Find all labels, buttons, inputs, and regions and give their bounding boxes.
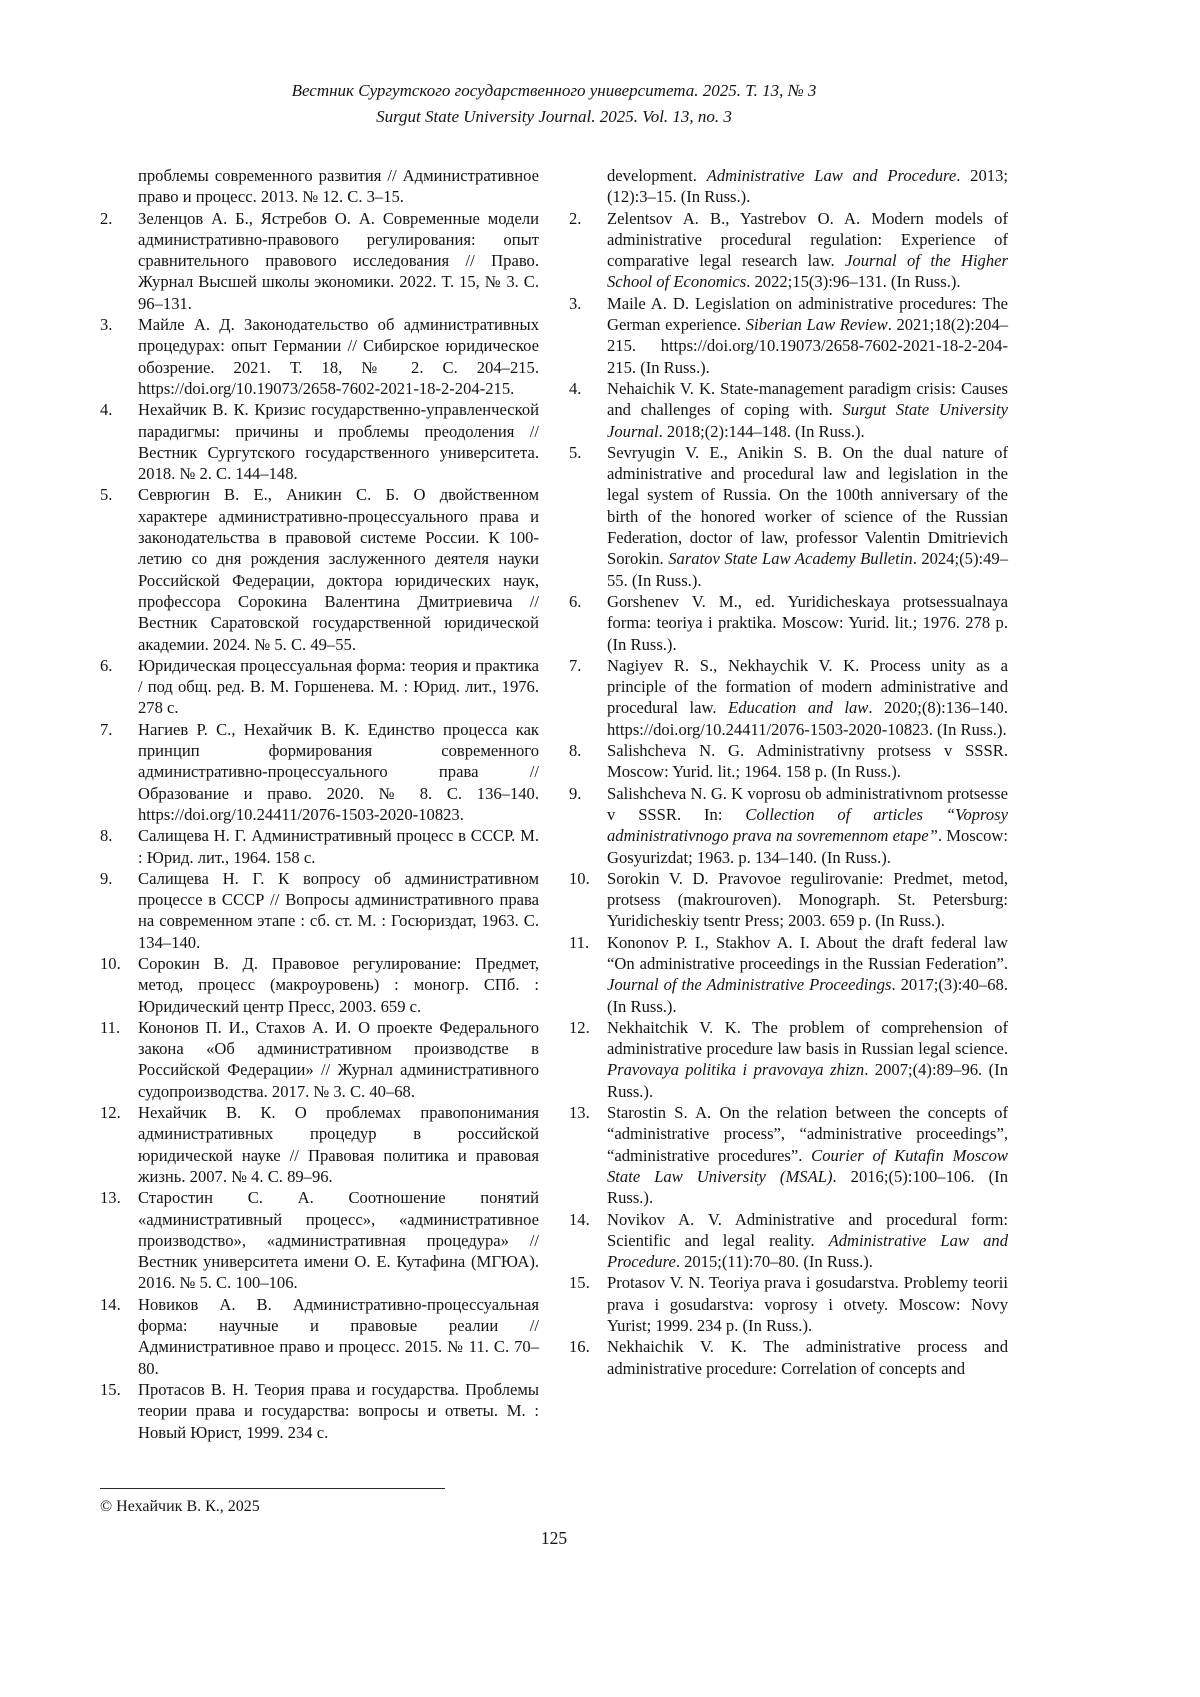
reference-text (607, 1018, 1008, 1101)
reference-text-segment: Юридическая процессуальная форма: теория и практика / под общ. ред. В. М. Горшенева. М. : Юрид. лит., 1976. 278 с. (138, 655, 539, 718)
reference-number: 4. (100, 400, 113, 420)
reference-number: 2. (100, 208, 113, 228)
reference-text (138, 1295, 539, 1378)
reference-text (138, 656, 539, 718)
doi-link[interactable]: https://doi.org/10.19073/2658-7602-2021-18-2-204-215 (607, 336, 1008, 377)
reference-item (100, 1017, 539, 1102)
reference-item (100, 165, 539, 208)
reference-item (100, 825, 539, 868)
reference-item (569, 293, 1008, 378)
reference-number: 13. (100, 1188, 121, 1208)
reference-text (607, 1337, 1008, 1377)
reference-item (569, 740, 1008, 783)
reference-text-segment: Новиков А. В. Административно-процессуальная форма: научные и правовые реалии // Административное право и процесс. 2015. № 11. С. 70–80. (138, 1294, 539, 1378)
reference-number: 11. (569, 932, 590, 952)
reference-text-segment: Старостин С. А. Соотношение понятий «административный процесс», «административное производство», «административная процедура» // Вестник университета имени О. Е. Кутафина (МГЮА). 2016. № 5. С. 100–106. (138, 1188, 539, 1293)
reference-text-segment: Nekhaichik V. K. The administrative process and administrative procedure: Correlation of concepts and (607, 1337, 1008, 1378)
reference-number: 7. (569, 655, 582, 675)
journal-title: Surgut State University Journal (607, 400, 1008, 441)
reference-text-segment: Protasov V. N. Teoriya prava i gosudarstva. Problemy teorii prava i gosudarstva: voprosy i otvety. Moscow: Novy Yurist; 1999. 234 p. (In Russ.). (607, 1273, 1008, 1336)
running-head-russian: Вестник Сургутского государственного университета. 2025. Т. 13, № 3 (291, 81, 817, 100)
reference-text-segment: Gorshenev V. M., ed. Yuridicheskaya protsessualnaya forma: teoriya i praktika. Moscow: Yurid. lit.; 1976. 278 p. (In Russ.). (607, 591, 1008, 654)
footnote-rule (100, 1488, 445, 1489)
journal-title: Siberian Law Review (745, 315, 888, 335)
reference-text-segment: . 2018;(2):144–148. (In Russ.). (658, 421, 865, 441)
journal-title: Education and law (728, 698, 869, 718)
reference-text (607, 1103, 1008, 1207)
reference-number: 5. (569, 442, 582, 462)
reference-text (138, 209, 539, 313)
reference-item (100, 868, 539, 953)
reference-text (138, 485, 539, 653)
reference-number: 5. (100, 485, 113, 505)
reference-text (138, 166, 539, 206)
reference-text-segment: . (In Russ.). (928, 719, 1007, 739)
reference-text-segment: Kononov P. I., Stakhov A. I. About the draft federal law “On administrative proceedings in the Russian Federation”. (607, 932, 1008, 973)
doi-link[interactable]: https://doi.org/10.24411/2076-1503-2020-10823 (607, 719, 929, 739)
reference-number: 12. (100, 1103, 121, 1123)
reference-number: 9. (100, 868, 113, 888)
reference-text-segment: Sorokin V. D. Pravovoe regulirovanie: Predmet, metod, protsess (makrouroven). Monograph. St. Petersburg: Yuridicheskiy tsentr Press; 2003. 659 p. (In Russ.). (607, 868, 1008, 931)
journal-title: Courier of Kutafin Moscow State Law University (MSAL) (607, 1145, 1008, 1186)
reference-text (138, 400, 539, 483)
reference-text-segment: . 2007;(4):89–96. (In Russ.). (607, 1060, 1008, 1101)
reference-item (569, 1017, 1008, 1102)
reference-number: 6. (100, 655, 113, 675)
reference-text (607, 741, 1008, 781)
reference-item (569, 1209, 1008, 1273)
reference-text-segment: Starostin S. A. On the relation between the concepts of “administrative process”, “administrative proceedings”, “administrative procedures”. (607, 1103, 1008, 1165)
reference-item (569, 442, 1008, 591)
reference-number: 9. (569, 783, 582, 803)
reference-text-segment: Zelentsov A. B., Yastrebov O. A. Modern models of administrative procedural regulation: Experience of comparative legal research law. (607, 208, 1008, 271)
reference-number: 15. (569, 1273, 590, 1293)
references-right-column (569, 165, 1008, 1443)
reference-text (607, 443, 1008, 590)
reference-text (607, 1273, 1008, 1335)
journal-page (100, 0, 1008, 1443)
reference-item (100, 953, 539, 1017)
reference-item (100, 1187, 539, 1293)
copyright-notice: © Нехайчик В. К., 2025 (100, 1498, 260, 1515)
reference-text (607, 592, 1008, 654)
reference-number: 15. (100, 1379, 121, 1399)
page-footer (100, 1488, 1008, 1516)
reference-number: 4. (569, 378, 582, 398)
journal-title: Pravovaya politika i pravovaya zhizn (607, 1060, 865, 1080)
reference-text-segment: проблемы современного развития // Административное право и процесс. 2013. № 12. С. 3–15. (138, 166, 539, 207)
reference-text (138, 315, 539, 398)
reference-text (138, 869, 539, 952)
reference-text-segment: . 2022;15(3):96–131. (In Russ.). (746, 272, 961, 292)
reference-item (100, 314, 539, 399)
running-head-english: Surgut State University Journal. 2025. Vol. 13, no. 3 (376, 107, 732, 126)
reference-text (607, 209, 1008, 292)
reference-number: 8. (100, 826, 113, 846)
reference-text-segment: Майле А. Д. Законодательство об административных процедурах: опыт Германии // Сибирское юридическое обозрение. 2021. Т. 18, № 2. С. 204–215. (138, 315, 539, 377)
reference-text (607, 1210, 1008, 1272)
reference-text-segment: Novikov A. V. Administrative and procedural form: Scientific and legal reality. (607, 1209, 1008, 1250)
reference-text-segment: Севрюгин В. Е., Аникин С. Б. О двойственном характере административно-процессуального права и законодательства в правовой системе России. К 100-летию со дня рождения заслуженного деятеля науки Российской Федерации, доктора юридических наук, профессора Сорокина Валентина Дмитриевича // Вестник Саратовской государственной юридической академии. 2024. № 5. С. 49–55. (138, 485, 539, 654)
reference-text (607, 166, 1008, 206)
reference-text-segment: Салищева Н. Г. Административный процесс в СССР. М. : Юрид. лит., 1964. 158 с. (138, 826, 539, 867)
reference-number: 14. (569, 1209, 590, 1229)
reference-item (100, 1379, 539, 1443)
reference-text-segment: Нехайчик В. К. Кризис государственно-управленческой парадигмы: причины и проблемы преодоления // Вестник Сургутского государственного университета. 2018. № 2. С. 144–148. (138, 400, 539, 484)
reference-text (138, 720, 539, 824)
reference-text (138, 1188, 539, 1292)
reference-text-segment: . 2024;(5):49–55. (In Russ.). (607, 549, 1008, 590)
reference-text-segment: development. (607, 166, 707, 185)
reference-text (607, 869, 1008, 931)
reference-text-segment: . (510, 378, 515, 398)
reference-item (569, 1336, 1008, 1379)
reference-number: 2. (569, 208, 582, 228)
reference-item (100, 399, 539, 484)
reference-text-segment: Nehaichik V. K. State-management paradigm crisis: Causes and challenges of coping with. (607, 378, 1008, 420)
doi-link[interactable]: https://doi.org/10.24411/2076-1503-2020-10823 (138, 804, 460, 824)
reference-text-segment: . 2016;(5):100–106. (In Russ.). (607, 1166, 1008, 1208)
reference-number: 16. (569, 1337, 590, 1357)
doi-link[interactable]: https://doi.org/10.19073/2658-7602-2021-18-2-204-215 (138, 378, 511, 398)
reference-text-segment: Кононов П. И., Стахов А. И. О проекте Федерального закона «Об административном производстве в Российской Федерации» // Журнал административного судопроизводства. 2017. № 3. С. 40–68. (138, 1017, 539, 1101)
reference-item (100, 719, 539, 825)
reference-text-segment: . (In Russ.). (631, 357, 710, 377)
reference-text-segment: Нехайчик В. К. О проблемах правопонимания административных процедур в российской юридической науке // Правовая политика и правовая жизнь. 2007. № 4. С. 89–96. (138, 1103, 539, 1186)
reference-text (607, 656, 1008, 739)
reference-text-segment: Нагиев Р. С., Нехайчик В. К. Единство процесса как принцип формирования современного административно-процессуального права // Образование и право. 2020. № 8. С. 136–140. (138, 719, 539, 803)
reference-item (569, 591, 1008, 655)
reference-text-segment: Салищева Н. Г. К вопросу об административном процессе в СССР // Вопросы административного права на современном этапе : сб. ст. М. : Госюриздат, 1963. С. 134–140. (138, 868, 539, 952)
reference-number: 3. (569, 293, 582, 313)
journal-title: Administrative Law and Procedure (607, 1230, 1008, 1272)
reference-item (100, 1102, 539, 1187)
reference-number: 13. (569, 1103, 590, 1123)
reference-text-segment: Сорокин В. Д. Правовое регулирование: Предмет, метод, процесс (макроуровень) : моногр. СПб. : Юридический центр Пресс, 2003. 659 с. (138, 953, 539, 1016)
reference-number: 8. (569, 741, 582, 761)
journal-title: Journal of the Administrative Proceedings (607, 975, 892, 995)
reference-item (569, 1272, 1008, 1336)
reference-item (100, 208, 539, 314)
reference-number: 11. (100, 1017, 121, 1037)
reference-item (569, 1102, 1008, 1208)
journal-title: Administrative Law and Procedure (706, 166, 957, 185)
reference-text (607, 933, 1008, 1016)
reference-text-segment: Salishcheva N. G. Administrativny protsess v SSSR. Moscow: Yurid. lit.; 1964. 158 p. (In Russ.). (607, 741, 1008, 782)
reference-text-segment: . (459, 804, 464, 824)
reference-number: 3. (100, 315, 113, 335)
reference-text (138, 1380, 539, 1442)
running-head (100, 0, 1008, 130)
reference-text-segment: . 2021;18(2):204–215. (607, 315, 1008, 356)
reference-text-segment: . 2013;(12):3–15. (In Russ.). (607, 166, 1008, 207)
reference-text (607, 784, 1008, 867)
reference-item (569, 783, 1008, 868)
reference-text-segment: Протасов В. Н. Теория права и государства. Проблемы теории права и государства: вопросы и ответы. М. : Новый Юрист, 1999. 234 с. (138, 1379, 539, 1442)
reference-text-segment: Nagiyev R. S., Nekhaychik V. K. Process unity as a principle of the formation of modern administrative and procedural law. (607, 655, 1008, 718)
references-section (100, 165, 1008, 1443)
reference-text (607, 379, 1008, 441)
reference-item (100, 655, 539, 719)
journal-title: Collection of articles “Voprosy administrativnogo prava na sovremennom etape” (607, 804, 1008, 846)
reference-number: 10. (100, 953, 121, 973)
reference-text (138, 954, 539, 1016)
reference-item (569, 208, 1008, 293)
reference-item (100, 1294, 539, 1379)
reference-text-segment: . 2015;(11):70–80. (In Russ.). (675, 1252, 873, 1272)
reference-number: 7. (100, 719, 113, 739)
reference-item (569, 378, 1008, 442)
reference-number: 12. (569, 1017, 590, 1037)
reference-text-segment: Зеленцов А. Б., Ястребов О. А. Современные модели административно-правового регулирования: опыт сравнительного правового исследования // Право. Журнал Высшей школы экономики. 2022. Т. 15, № 3. С. 96–131. (138, 208, 539, 313)
reference-number: 10. (569, 868, 590, 888)
reference-number: 6. (569, 591, 582, 611)
reference-text (607, 294, 1008, 377)
reference-text (138, 1103, 539, 1186)
reference-item (569, 932, 1008, 1017)
reference-item (569, 165, 1008, 208)
reference-text-segment: Sevryugin V. E., Anikin S. B. On the dual nature of administrative and procedural law and legislation in the legal system of Russia. On the 100th anniversary of the birth of the honored worker of science of the Russian Federation, doctor of law, professor Valentin Dmitrievich Sorokin. (607, 442, 1008, 569)
reference-text-segment: Maile A. D. Legislation on administrative procedures: The German experience. (607, 293, 1008, 335)
reference-text (138, 1018, 539, 1101)
journal-title: Journal of the Higher School of Economics (607, 251, 1008, 292)
reference-item (100, 484, 539, 654)
reference-text-segment: Salishcheva N. G. K voprosu ob administrativnom protsesse v SSSR. In: (607, 783, 1008, 824)
references-left-column (100, 165, 539, 1443)
reference-item (569, 655, 1008, 740)
journal-title: Saratov State Law Academy Bulletin (668, 549, 913, 569)
reference-text-segment: . 2020;(8):136–140. (868, 698, 1009, 718)
reference-item (569, 868, 1008, 932)
reference-text-segment: . 2017;(3):40–68. (In Russ.). (607, 975, 1008, 1016)
page-number: 125 (540, 1528, 568, 1548)
reference-text (138, 826, 539, 866)
reference-text-segment: . Moscow: Gosyurizdat; 1963. p. 134–140. (In Russ.). (607, 826, 1008, 867)
reference-text-segment: Nekhaitchik V. K. The problem of comprehension of administrative procedure law basis in Russian legal science. (607, 1017, 1008, 1059)
reference-number: 14. (100, 1294, 121, 1314)
